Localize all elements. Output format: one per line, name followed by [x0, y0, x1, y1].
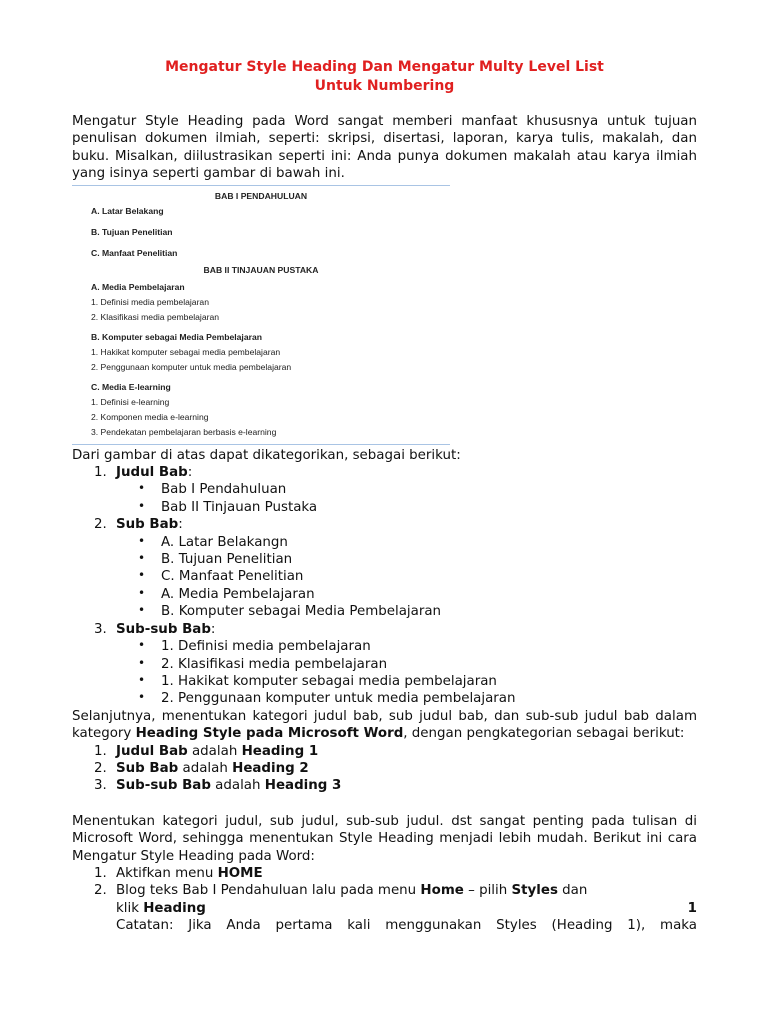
- list-item: • C. Manfaat Penelitian: [138, 568, 304, 585]
- bullet-icon: •: [138, 672, 146, 687]
- intro-paragraph: Mengatur Style Heading pada Word sangat memberi manfaat khususnya untuk tujuan penulisan dokumen ilmiah, seperti: skripsi, disertasi, laporan, karya tulis, makalah, dan buku. Misalkan, diilustrasikan seperti ini: Anda punya dokumen makalah atau karya ilmiah yang isinya seperti gambar di bawah ini.: [72, 114, 697, 182]
- importance-paragraph: Menentukan kategori judul, sub judul, sub-sub judul. dst sangat penting pada tulisan di Microsoft Word, sehingga menentukan Style Heading menjadi lebih mudah. Berikut ini cara Mengatur Style Heading pada Word:: [72, 813, 697, 864]
- step-2-line-2: klik Heading 1: [116, 900, 697, 916]
- figure-c2: C. Media E-learning: [91, 381, 171, 392]
- step-item: 2. Blog teks Bab I Pendahuluan lalu pada menu Home – pilih Styles dan klik Heading 1 Catatan: Jika Anda pertama kali menggunakan Styles (Heading 1), maka: [94, 883, 697, 934]
- bullet-icon: •: [138, 481, 146, 496]
- mapping-item: 3. Sub-sub Bab adalah Heading 3: [94, 778, 342, 794]
- bullet-icon: •: [138, 533, 146, 548]
- category-item: 2. Sub Bab: • A. Latar Belakangn • B. Tujuan Penelitian • C. Manfaat Penelitian • A. Media Pembelajaran • B. Komputer sebagai Media Pembelajaran: [72, 516, 697, 620]
- heading-mapping-list: [72, 743, 697, 795]
- figure-bab2: BAB II TINJAUAN PUSTAKA: [203, 264, 319, 275]
- figure-a: A. Latar Belakang: [91, 205, 164, 216]
- figure-b2-2: 2. Penggunaan komputer untuk media pembelajaran: [91, 361, 292, 372]
- category-number: 3.: [94, 621, 107, 637]
- bullet-icon: •: [138, 638, 146, 653]
- figure-c2-3: 3. Pendekatan pembelajaran berbasis e-learning: [91, 426, 277, 437]
- figure-a2-1: 1. Definisi media pembelajaran: [91, 296, 209, 307]
- figure-c2-2: 2. Komponen media e-learning: [91, 411, 209, 422]
- step-item: 1. Aktifkan menu HOME: [94, 865, 263, 881]
- steps-list: [72, 865, 697, 935]
- list-item: • 1. Definisi media pembelajaran: [138, 638, 371, 655]
- category-bullets: [72, 481, 697, 516]
- bullet-icon: •: [138, 551, 146, 566]
- bullet-icon: •: [138, 585, 146, 600]
- document-page: [72, 58, 697, 935]
- list-item: • A. Media Pembelajaran: [138, 585, 315, 602]
- figure-a2-2: 2. Klasifikasi media pembelajaran: [91, 311, 220, 322]
- figure-b2: B. Komputer sebagai Media Pembelajaran: [91, 331, 262, 342]
- figure-b2-1: 1. Hakikat komputer sebagai media pembelajaran: [91, 346, 281, 357]
- step-2-line-1: Blog teks Bab I Pendahuluan lalu pada menu Home – pilih Styles dan: [116, 883, 588, 899]
- categorize-intro: Dari gambar di atas dapat dikategorikan, sebagai berikut:: [72, 447, 461, 463]
- figure-a2: A. Media Pembelajaran: [91, 281, 185, 292]
- bullet-icon: •: [138, 568, 146, 583]
- category-list: [72, 464, 697, 708]
- list-item: • 1. Hakikat komputer sebagai media pembelajaran: [138, 672, 497, 689]
- category-number: 2.: [94, 517, 107, 533]
- category-label: Sub-sub Bab: [116, 621, 211, 637]
- document-title-line-2: Untuk Numbering: [314, 78, 455, 94]
- bullet-icon: •: [138, 690, 146, 705]
- bullet-icon: •: [138, 498, 146, 513]
- step-2-note: Catatan: Jika Anda pertama kali menggunakan Styles (Heading 1), maka: [116, 918, 697, 934]
- list-item: • A. Latar Belakangn: [138, 533, 288, 550]
- mapping-item: 2. Sub Bab adalah Heading 2: [94, 760, 309, 776]
- figure-c2-1: 1. Definisi e-learning: [91, 396, 170, 407]
- category-number: 1.: [94, 465, 107, 481]
- list-item: • 2. Penggunaan komputer untuk media pembelajaran: [138, 690, 516, 707]
- figure-bab1: BAB I PENDAHULUAN: [214, 190, 308, 201]
- list-item: • Bab I Pendahuluan: [138, 481, 287, 498]
- category-item: 1. Judul Bab: • Bab I Pendahuluan • Bab II Tinjauan Pustaka: [72, 464, 697, 516]
- category-bullets: [72, 638, 697, 708]
- category-label: Sub Bab: [116, 517, 179, 533]
- document-title-line-1: Mengatur Style Heading Dan Mengatur Multy Level List: [165, 59, 604, 75]
- bullet-icon: •: [138, 603, 146, 618]
- list-item: • B. Komputer sebagai Media Pembelajaran: [138, 603, 442, 620]
- list-item: • B. Tujuan Penelitian: [138, 551, 293, 568]
- category-label: Judul Bab: [116, 465, 188, 481]
- list-item: • Bab II Tinjauan Pustaka: [138, 498, 318, 515]
- figure-c: C. Manfaat Penelitian: [91, 247, 178, 258]
- category-item: 3. Sub-sub Bab: • 1. Definisi media pembelajaran • 2. Klasifikasi media pembelajaran • 1. Hakikat komputer sebagai media pembelajaran • 2. Penggunaan komputer untuk media pembelajaran: [72, 621, 697, 708]
- category-bullets: [72, 534, 697, 621]
- figure-b: B. Tujuan Penelitian: [91, 226, 173, 237]
- list-item: • 2. Klasifikasi media pembelajaran: [138, 655, 388, 672]
- next-paragraph: Selanjutnya, menentukan kategori judul bab, sub judul bab, dan sub-sub judul bab dalam kategory Heading Style pada Microsoft Word, dengan pengkategorian sebagai berikut:: [72, 708, 697, 742]
- mapping-item: 1. Judul Bab adalah Heading 1: [94, 743, 319, 759]
- bullet-icon: •: [138, 655, 146, 670]
- document-outline-figure: [72, 185, 450, 445]
